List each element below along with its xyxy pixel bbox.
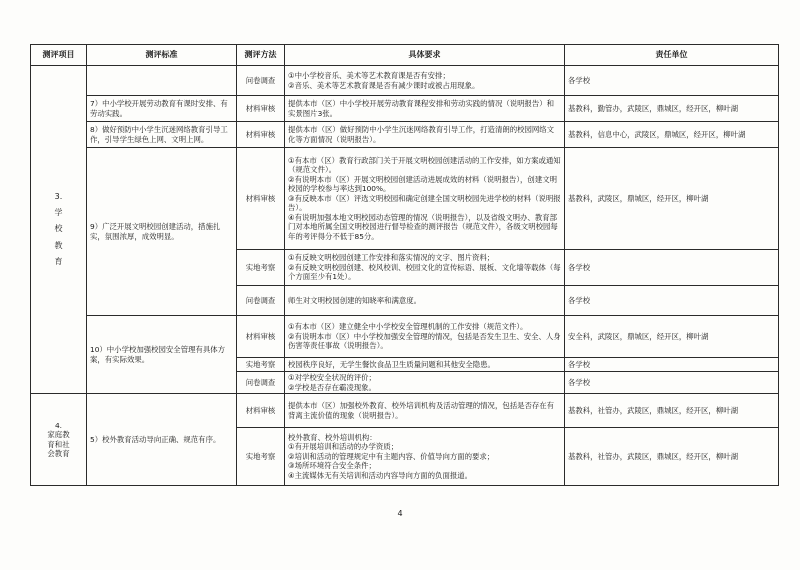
- method-cell: 材料审核: [237, 96, 285, 122]
- method-cell: 问卷调查: [237, 66, 285, 96]
- requirement-cell: [285, 250, 565, 286]
- requirement-line: ①中小学校音乐、美术等艺术教育课是否有安排；: [288, 71, 450, 81]
- table-row: [31, 96, 779, 122]
- unit-cell: 各学校: [565, 358, 779, 372]
- method-cell: 问卷调查: [237, 372, 285, 394]
- method-cell: 实地考察: [237, 250, 285, 286]
- requirement-cell: [285, 122, 565, 148]
- requirement-line: 师生对文明校园创建的知晓率和满意度。: [288, 295, 422, 305]
- requirement-cell: [285, 358, 565, 372]
- project-line: 家庭教: [47, 430, 70, 440]
- project-family-social-education: [31, 394, 87, 486]
- table-header-row: [31, 45, 779, 66]
- standard-cell: 9）广泛开展文明校园创建活动，措施扎实，氛围浓厚，成效明显。: [87, 148, 237, 316]
- requirement-line: ②学校是否存在霸凌现象。: [288, 382, 376, 392]
- project-char: 育: [54, 256, 63, 266]
- standard-cell: 10）中小学校加强校园安全管理有具体方案，有实际效果。: [87, 316, 237, 394]
- requirement-line: 提供本市（区）加强校外教育、校外培训机构及活动管理的情况，包括是否存在有背离主流价值的现象（说明报告）。: [288, 401, 555, 420]
- page-number: 4: [397, 509, 403, 518]
- method-cell: 材料审核: [237, 148, 285, 250]
- method-cell: 材料审核: [237, 394, 285, 428]
- header-standard: 测评标准: [87, 45, 237, 66]
- method-cell: 材料审核: [237, 316, 285, 358]
- method-cell: 材料审核: [237, 122, 285, 148]
- unit-cell: 各学校: [565, 372, 779, 394]
- unit-cell: 各学校: [565, 250, 779, 286]
- project-char: 学: [54, 208, 63, 218]
- unit-cell: 基教科，社管办，武陵区，鼎城区，经开区，柳叶湖: [565, 394, 779, 428]
- table-row: [31, 316, 779, 358]
- project-line: 育和社: [47, 439, 70, 449]
- requirement-cell: [285, 286, 565, 316]
- requirement-line: ②有说明本市（区）中小学校加强安全管理的情况，包括是否发生卫生、安全、人身伤害等责任事故（说明报告）。: [288, 331, 561, 351]
- requirement-line: ①有反映文明校园创建工作安排和落实情况的文字、图片资料；: [288, 253, 495, 263]
- header-method: 测评方法: [237, 45, 285, 66]
- standard-cell: 7）中小学校开展劳动教育有课时安排、有劳动实践。: [87, 96, 237, 122]
- table-row: [31, 148, 779, 250]
- requirement-line: ④有说明加强本地文明校园动态管理的情况（说明报告），以及省级文明办、教育部门对本地所属全国文明校园进行督导检查的测评报告（规范文件），各级文明校园每年的考评得分不低于85分。: [288, 212, 558, 241]
- requirement-line: 校外教育、校外培训机构：: [288, 432, 377, 442]
- requirement-cell: [285, 316, 565, 358]
- requirement-line: 提供本市（区）做好预防中小学生沉迷网络教育引导工作，打造清朗的校园网络文化等方面情况（说明报告）。: [288, 125, 555, 144]
- requirement-line: ②培训和活动的管理规定中有主题内容、价值导向方面的要求；: [288, 451, 495, 461]
- requirement-cell: [285, 96, 565, 122]
- requirement-line: ①有本市（区）教育行政部门关于开展文明校园创建活动的工作安排，如方案或通知（规范文件）。: [288, 155, 561, 175]
- standard-cell-empty: [87, 66, 237, 96]
- requirement-line: ③有反映本市（区）评选文明校园和确定创建全国文明校园先进学校的材料（说明报告）。: [288, 193, 561, 213]
- header-unit: 责任单位: [565, 45, 779, 66]
- project-school-education: [31, 66, 87, 394]
- header-requirement: 具体要求: [285, 45, 565, 66]
- project-char: 校: [54, 224, 63, 234]
- requirement-line: ②有反映文明校园创建、校风校训、校园文化的宣传标语、展板、文化墙等载体（每个方面至少有1处）。: [288, 262, 561, 282]
- requirement-cell: [285, 66, 565, 96]
- table-row: [31, 394, 779, 428]
- requirement-line: ①对学校安全状况的评价；: [288, 373, 376, 383]
- unit-cell: 各学校: [565, 66, 779, 96]
- standard-cell: 5）校外教育活动导向正确、规范有序。: [87, 394, 237, 486]
- header-project: 测评项目: [31, 45, 87, 66]
- requirement-cell: [285, 394, 565, 428]
- unit-cell: 基教科，信息中心，武陵区，鼎城区，经开区，柳叶湖: [565, 122, 779, 148]
- requirement-line: ①有本市（区）建立健全中小学校安全管理机制的工作安排（规范文件）。: [288, 322, 528, 332]
- unit-cell: 基教科，勤管办，武陵区，鼎城区，经开区，柳叶湖: [565, 96, 779, 122]
- project-number: 3.: [54, 191, 63, 201]
- standard-cell: 8）做好预防中小学生沉迷网络教育引导工作，引导学生绿色上网、文明上网。: [87, 122, 237, 148]
- requirement-line: ②音乐、美术等艺术教育课是否有减少课时或被占用现象。: [288, 80, 480, 90]
- unit-cell: 各学校: [565, 286, 779, 316]
- method-cell: 问卷调查: [237, 286, 285, 316]
- project-char: 教: [54, 240, 63, 250]
- requirement-line: ③场所环境符合安全条件；: [288, 461, 376, 471]
- requirement-cell: [285, 428, 565, 486]
- project-line: 4.: [54, 420, 63, 430]
- table-row: [31, 122, 779, 148]
- table-row: [31, 66, 779, 96]
- requirement-line: ①有开展培训和活动的办学资质；: [288, 442, 399, 452]
- method-cell: 实地考察: [237, 358, 285, 372]
- method-cell: 实地考察: [237, 428, 285, 486]
- unit-cell: 安全科，武陵区，鼎城区，经开区，柳叶湖: [565, 316, 779, 358]
- requirement-line: 提供本市（区）中小学校开展劳动教育课程安排和劳动实践的情况（说明报告）和实景图片3张。: [288, 99, 555, 118]
- requirement-cell: [285, 148, 565, 250]
- unit-cell: 基教科，社管办，武陵区，鼎城区，经开区，柳叶湖: [565, 428, 779, 486]
- requirement-line: ④主流媒体无有关培训和活动内容导向方面的负面报道。: [288, 470, 473, 480]
- requirement-line: 校园秩序良好，无学生餐饮食品卫生质量问题和其他安全隐患。: [288, 359, 495, 369]
- unit-cell: 基教科，武陵区，鼎城区，经开区，柳叶湖: [565, 148, 779, 250]
- evaluation-table: [30, 44, 779, 486]
- requirement-cell: [285, 372, 565, 394]
- project-line: 会教育: [47, 448, 70, 458]
- requirement-line: ②有说明本市（区）开展文明校园创建活动进展成效的材料（说明报告），创建文明校园的学校参与率达到100%。: [288, 174, 557, 194]
